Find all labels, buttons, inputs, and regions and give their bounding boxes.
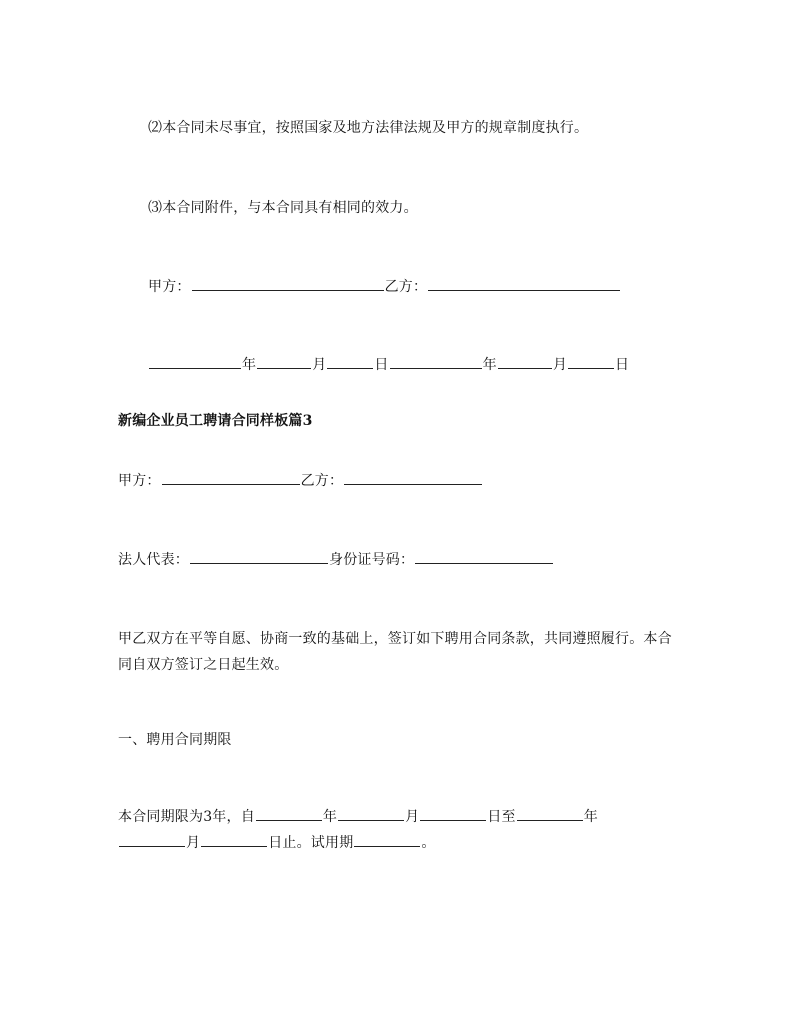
year-label-a: 年 bbox=[242, 357, 257, 373]
party-a-month-blank bbox=[257, 354, 311, 369]
party-b-signature-blank bbox=[428, 276, 620, 291]
month-label-b: 月 bbox=[552, 357, 568, 373]
term-line-1 bbox=[118, 806, 598, 827]
party-b-day-blank bbox=[568, 354, 614, 369]
legal-rep-row bbox=[118, 549, 554, 570]
party-a-signature-blank bbox=[192, 276, 384, 291]
start-day-to-label: 日至 bbox=[487, 809, 516, 825]
section-parties-row bbox=[118, 470, 483, 491]
term-heading: 一、聘用合同期限 bbox=[118, 732, 232, 748]
intro-paragraph: 甲乙双方在平等自愿、协商一致的基础上，签订如下聘用合同条款，共同遵照履行。本合同自双方签订之日起生效。 bbox=[118, 631, 672, 673]
end-year-label: 年 bbox=[583, 809, 598, 825]
legal-rep-label: 法人代表： bbox=[118, 552, 189, 568]
party-b-month-blank bbox=[498, 354, 552, 369]
start-year-blank bbox=[256, 806, 322, 821]
end-month-label: 月 bbox=[186, 835, 201, 851]
clause-item-2: ⑵本合同未尽事宜，按照国家及地方法律法规及甲方的规章制度执行。 bbox=[148, 120, 589, 136]
end-year-blank bbox=[517, 806, 583, 821]
signature-parties-row bbox=[148, 276, 621, 297]
party-a-day-blank bbox=[327, 354, 373, 369]
start-year-label: 年 bbox=[322, 809, 338, 825]
clause-item-3: ⑶本合同附件，与本合同具有相同的效力。 bbox=[148, 200, 418, 216]
id-number-label: 身份证号码： bbox=[329, 552, 415, 568]
end-day-blank bbox=[201, 832, 267, 847]
section-party-b-blank bbox=[344, 470, 482, 485]
section-party-b-label: 乙方： bbox=[300, 473, 344, 489]
start-month-blank bbox=[338, 806, 404, 821]
probation-blank bbox=[354, 832, 420, 847]
legal-rep-blank bbox=[190, 549, 328, 564]
end-month-blank bbox=[119, 832, 185, 847]
party-a-year-blank bbox=[149, 354, 241, 369]
id-number-blank bbox=[415, 549, 553, 564]
end-day-label: 日止。试用期 bbox=[268, 835, 354, 851]
term-line-2 bbox=[118, 832, 436, 853]
start-day-blank bbox=[420, 806, 486, 821]
start-month-label: 月 bbox=[405, 809, 420, 825]
term-prefix: 本合同期限为3年，自 bbox=[118, 809, 255, 825]
party-a-label: 甲方： bbox=[148, 279, 191, 295]
month-label-a: 月 bbox=[312, 357, 327, 373]
party-b-year-blank bbox=[390, 354, 482, 369]
day-label-a: 日 bbox=[374, 357, 389, 373]
party-b-label: 乙方： bbox=[384, 279, 428, 295]
year-label-b: 年 bbox=[482, 357, 497, 373]
section-party-a-label: 甲方： bbox=[118, 473, 161, 489]
period-end: 。 bbox=[421, 835, 436, 851]
section-party-a-blank bbox=[162, 470, 300, 485]
signature-dates-row bbox=[148, 354, 629, 375]
day-label-b: 日 bbox=[615, 357, 630, 373]
section-title: 新编企业员工聘请合同样板篇3 bbox=[118, 413, 313, 429]
